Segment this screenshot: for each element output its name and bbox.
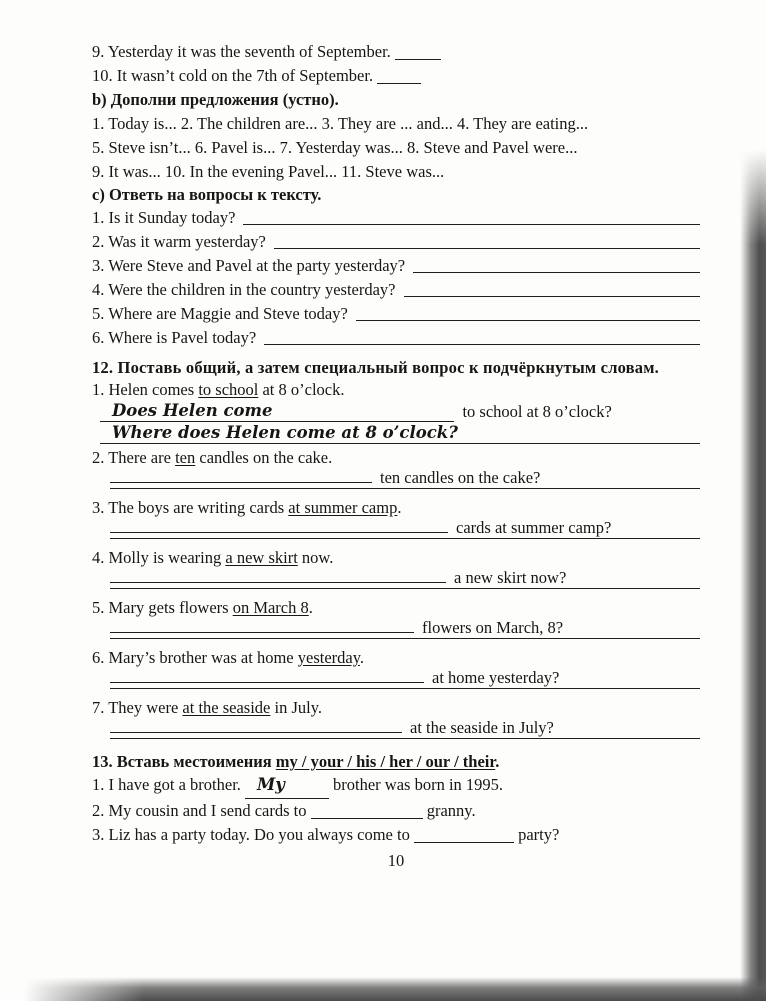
answer-blank — [377, 82, 421, 84]
sentence-line — [92, 598, 700, 618]
underlined-phrase: at the seaside — [182, 698, 271, 717]
full-blank-line — [92, 538, 700, 544]
question-text: 6. Where is Pavel today? — [92, 328, 257, 347]
sentence-text: 3. The boys are writing cards — [92, 498, 289, 517]
exercise-12-header: 12. Поставь общий, а затем специальный вопрос к подчёркнутым словам. — [92, 358, 660, 377]
question-tail-text: ten candles on the cake? — [380, 468, 541, 487]
answer-blank — [110, 532, 448, 533]
question-text: 3. Were Steve and Pavel at the party yesterday? — [92, 256, 406, 275]
answer-blank — [243, 224, 700, 225]
full-blank-line — [92, 738, 700, 744]
handwritten-answer: My — [245, 773, 329, 799]
sentence-text: . — [397, 498, 402, 517]
section-b-line: 9. It was... 10. In the evening Pavel... 11. Steve was... — [92, 162, 445, 181]
sentence-line — [92, 548, 700, 568]
underlined-phrase: on March 8 — [232, 598, 309, 617]
answer-blank — [413, 272, 700, 273]
exercise-13-header — [92, 750, 700, 773]
section-c-header: c) Ответь на вопросы к тексту. — [92, 185, 322, 204]
full-blank-line — [92, 588, 700, 594]
page-number: 10 — [387, 851, 405, 870]
sentence-text: 2. There are — [92, 448, 176, 467]
underlined-phrase: to school — [198, 380, 259, 399]
sentence-text: 2. My cousin and I send cards to — [92, 801, 307, 820]
answer-blank — [110, 732, 402, 733]
answer-blank — [110, 638, 700, 639]
section-b-header: b) Дополни предложения (устно). — [92, 90, 339, 109]
question-text: 5. Where are Maggie and Steve today? — [92, 304, 348, 323]
sentence-text: 6. Mary’s brother was at home — [92, 648, 298, 667]
sentence-text: 4. Molly is wearing — [92, 548, 226, 567]
header-text: 13. Вставь местоимения — [92, 752, 276, 771]
answer-blank — [311, 817, 423, 819]
question-blank-line — [92, 618, 700, 638]
answer-blank — [110, 488, 700, 489]
answer-line — [92, 422, 700, 444]
sentence-text: 9. Yesterday it was the seventh of September. — [92, 42, 391, 61]
sentence-line — [92, 648, 700, 668]
exercise-12-item-5 — [92, 598, 700, 644]
sentence-line — [92, 698, 700, 718]
question-line — [92, 302, 700, 326]
answer-blank — [110, 688, 700, 689]
answer-blank — [110, 632, 414, 633]
question-blank-line — [92, 568, 700, 588]
header-text: . — [495, 752, 500, 771]
question-tail-text: flowers on March, 8? — [422, 618, 564, 637]
sentence-text: 1. I have got a brother. — [92, 775, 246, 794]
exercise-13-item-1 — [92, 773, 700, 799]
exercise-13-item-3 — [92, 823, 700, 847]
question-text: 2. Was it warm yesterday? — [92, 232, 266, 251]
answer-blank — [404, 296, 700, 297]
full-blank-line — [92, 488, 700, 494]
question-line — [92, 230, 700, 254]
exercise-13-item-2 — [92, 799, 700, 823]
question-text: 1. Is it Sunday today? — [92, 208, 236, 227]
answer-blank — [395, 58, 441, 60]
question-tail-text: at home yesterday? — [432, 668, 560, 687]
section-b-line: 5. Steve isn’t... 6. Pavel is... 7. Yesterday was... 8. Steve and Pavel were... — [92, 138, 578, 157]
exercise-12-item-3 — [92, 498, 700, 544]
question-tail-text: cards at summer camp? — [456, 518, 612, 537]
exercise-a-item-9 — [92, 40, 700, 64]
scan-shadow-right — [740, 150, 766, 1001]
answer-blank — [274, 248, 700, 249]
sentence-text: 10. It wasn’t cold on the 7th of September. — [92, 66, 374, 85]
exercise-12-item-2 — [92, 448, 700, 494]
sentence-text: candles on the cake. — [195, 448, 333, 467]
question-blank-line — [92, 468, 700, 488]
underlined-phrase: ten — [175, 448, 196, 467]
exercise-12-item-4 — [92, 548, 700, 594]
underlined-phrase: at summer camp — [288, 498, 398, 517]
sentence-text: 7. They were — [92, 698, 183, 717]
answer-blank — [110, 482, 372, 483]
sentence-text: granny. — [426, 801, 476, 820]
answer-blank — [414, 841, 514, 843]
sentence-text: . — [308, 598, 313, 617]
sentence-text: in July. — [270, 698, 323, 717]
answer-blank — [110, 588, 700, 589]
handwritten-answer: Does Helen come — [100, 400, 282, 422]
question-tail-text: at the seaside in July? — [410, 718, 554, 737]
question-line — [92, 278, 700, 302]
underlined-phrase: yesterday — [297, 648, 360, 667]
exercise-a-item-10 — [92, 64, 700, 88]
question-blank-line — [92, 718, 700, 738]
handwritten-answer: Where does Helen come at 8 o’clock? — [100, 422, 468, 444]
scan-shadow-bottom — [24, 977, 766, 1001]
question-tail-text: a new skirt now? — [454, 568, 567, 587]
sentence-line — [92, 498, 700, 518]
sentence-text: 3. Liz has a party today. Do you always come to — [92, 825, 410, 844]
answer-blank — [110, 582, 446, 583]
underlined-phrase: a new skirt — [225, 548, 298, 567]
page-content — [92, 40, 700, 871]
sentence-line — [92, 379, 700, 400]
question-tail-text: to school at 8 o’clock? — [462, 402, 612, 421]
question-text: 4. Were the children in the country yesterday? — [92, 280, 396, 299]
exercise-12-item-6 — [92, 648, 700, 694]
question-line — [92, 206, 700, 230]
sentence-text: at 8 o’clock. — [258, 380, 345, 399]
sentence-line — [92, 448, 700, 468]
answer-line — [92, 400, 700, 422]
exercise-13 — [92, 750, 700, 847]
full-blank-line — [92, 688, 700, 694]
full-blank-line — [92, 638, 700, 644]
question-line — [92, 254, 700, 278]
section-b-line: 1. Today is... 2. The children are... 3. They are ... and... 4. They are eating... — [92, 114, 589, 133]
answer-blank — [356, 320, 700, 321]
sentence-text: now. — [297, 548, 334, 567]
answer-blank — [264, 344, 700, 345]
sentence-text: 1. Helen comes — [92, 380, 199, 399]
question-blank-line — [92, 668, 700, 688]
sentence-text: 5. Mary gets flowers — [92, 598, 233, 617]
answer-blank — [110, 682, 424, 683]
answer-blank — [110, 738, 700, 739]
sentence-text: party? — [518, 825, 560, 844]
exercise-12-item-1 — [92, 379, 700, 444]
question-line — [92, 326, 700, 350]
underlined-pronoun-list: my / your / his / her / our / their — [275, 752, 496, 771]
question-blank-line — [92, 518, 700, 538]
answer-blank — [110, 538, 700, 539]
sentence-text: brother was born in 1995. — [328, 775, 504, 794]
sentence-text: . — [359, 648, 365, 667]
exercise-12-item-7 — [92, 698, 700, 744]
answer-blank — [468, 443, 700, 444]
